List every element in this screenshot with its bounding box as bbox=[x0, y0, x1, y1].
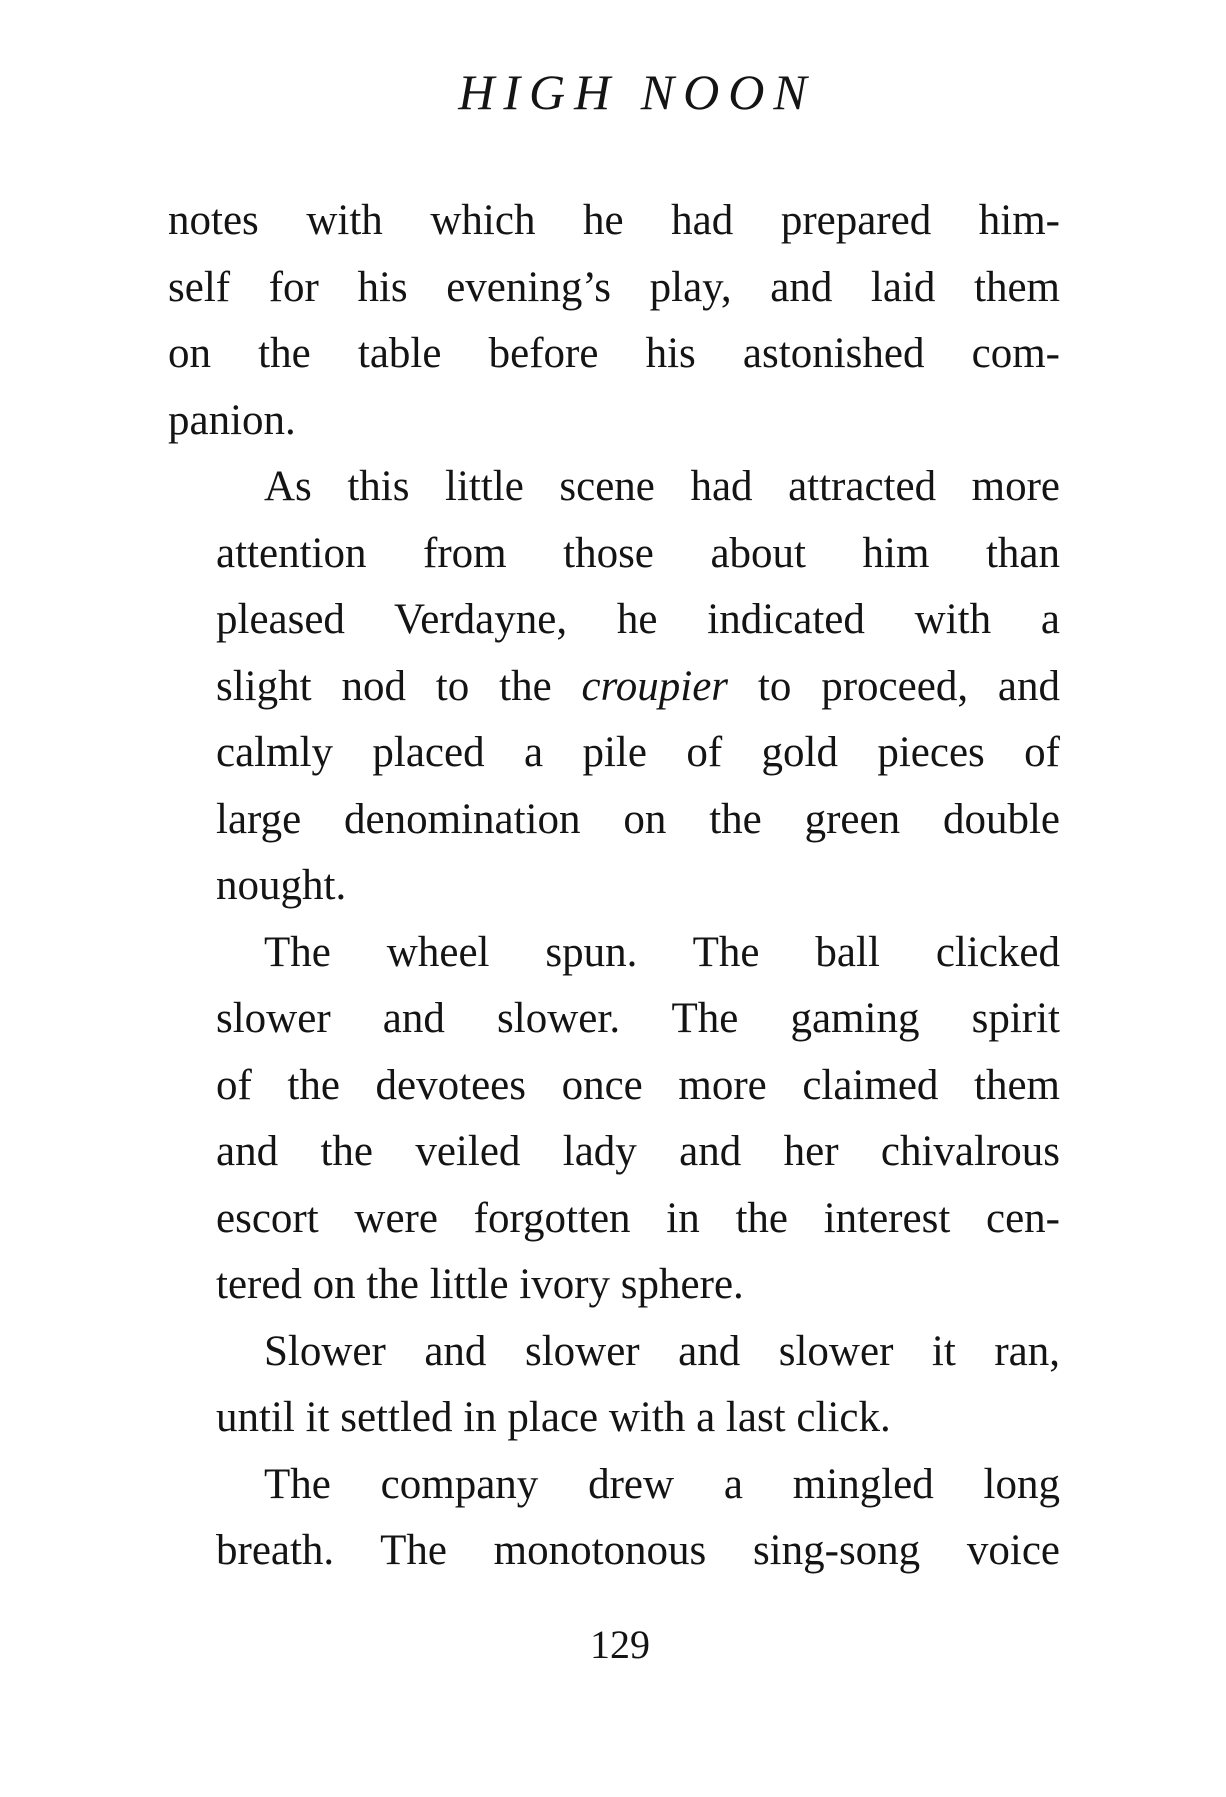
text-line: Slower and slower and slower it ran, bbox=[264, 1327, 1060, 1375]
paragraph-1 bbox=[168, 188, 1060, 454]
text-line: pleased Verdayne, he indicated with a bbox=[216, 596, 1060, 643]
paragraph-5 bbox=[168, 1452, 1060, 1585]
text-segment: to proceed, and bbox=[757, 662, 1061, 710]
text-line: self for his evening’s play, and laid them bbox=[168, 263, 1060, 311]
text-line: tered on the little ivory sphere. bbox=[216, 1261, 744, 1308]
body-text bbox=[168, 188, 1060, 1585]
running-head: HIGH NOON bbox=[458, 64, 816, 120]
text-line: large denomination on the green double bbox=[216, 795, 1060, 843]
paragraph-4 bbox=[168, 1319, 1060, 1452]
text-line: and the veiled lady and her chivalrous bbox=[216, 1128, 1060, 1175]
page-number: 129 bbox=[590, 1622, 650, 1667]
paragraph-2 bbox=[168, 454, 1060, 920]
paragraph-3 bbox=[168, 920, 1060, 1319]
text-line: As this little scene had attracted more bbox=[264, 463, 1060, 510]
text-line: of the devotees once more claimed them bbox=[216, 1061, 1060, 1109]
text-line: breath. The monotonous sing-song voice bbox=[216, 1527, 1060, 1574]
text-line: The company drew a mingled long bbox=[264, 1460, 1060, 1508]
text-line: until it settled in place with a last click. bbox=[216, 1394, 891, 1441]
text-line: panion. bbox=[168, 396, 296, 444]
text-line: slower and slower. The gaming spirit bbox=[216, 995, 1060, 1042]
italic-word: croupier bbox=[581, 662, 729, 710]
text-line: calmly placed a pile of gold pieces of bbox=[216, 729, 1060, 776]
text-segment: slight nod to the bbox=[216, 662, 552, 710]
text-line: on the table before his astonished com- bbox=[168, 330, 1060, 377]
text-line-with-italic bbox=[168, 654, 1060, 721]
text-line: notes with which he had prepared him- bbox=[168, 197, 1060, 244]
text-line: The wheel spun. The ball clicked bbox=[264, 928, 1060, 976]
text-line: escort were forgotten in the interest cen- bbox=[216, 1194, 1060, 1242]
text-line: attention from those about him than bbox=[216, 529, 1060, 577]
text-line: nought. bbox=[216, 862, 347, 909]
